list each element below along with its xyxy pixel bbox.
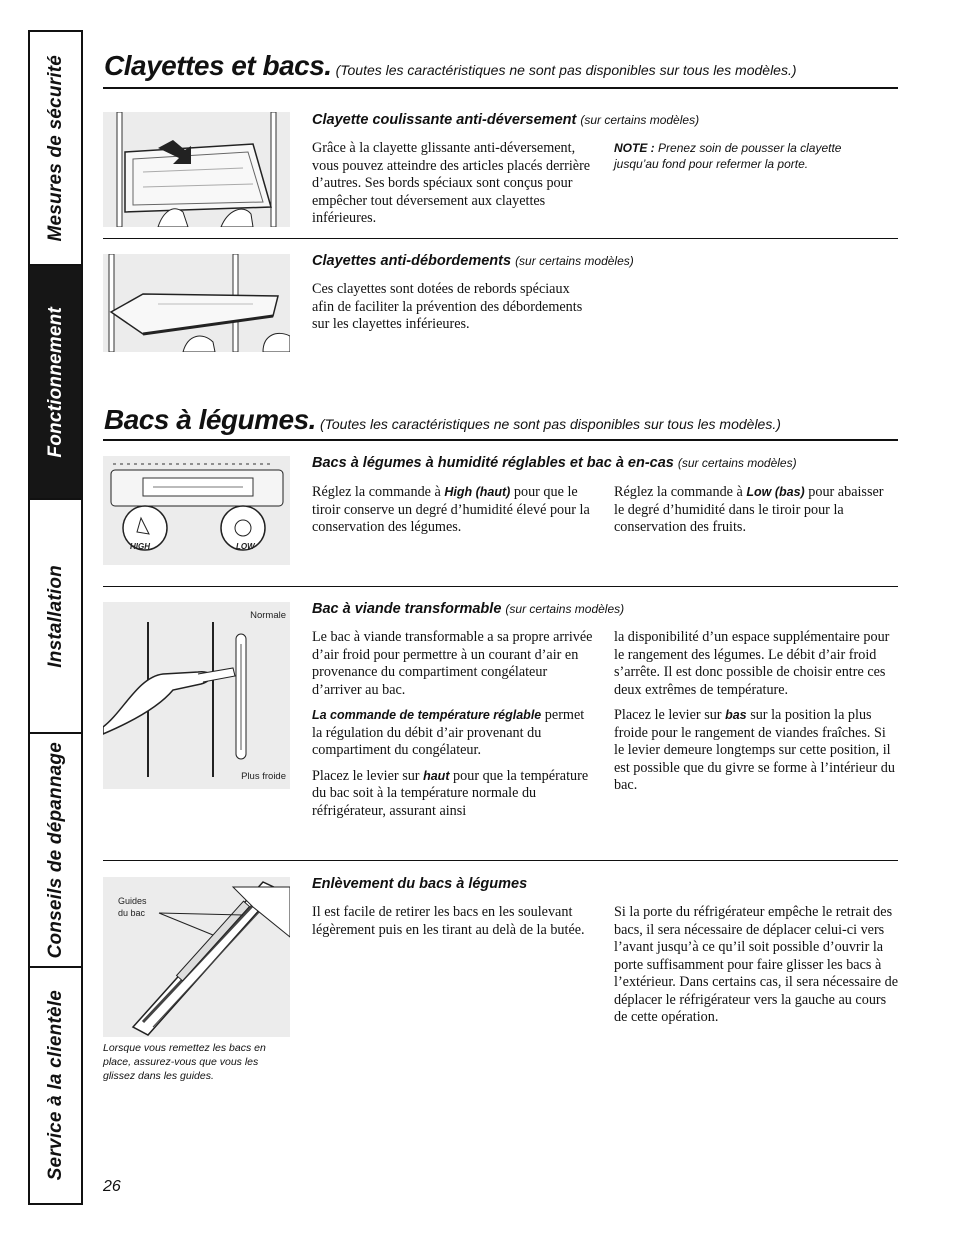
tab-label: Fonctionnement: [44, 306, 66, 458]
section-header-bacs: [104, 404, 781, 436]
guides-label: [118, 895, 147, 919]
section-title-note: (Toutes les caractéristiques ne sont pas disponibles sur tous les modèles.): [319, 416, 781, 432]
meat-pan-illustration: [103, 602, 290, 789]
sliding-shelf-drawing: [103, 112, 290, 227]
subheading-meat-pan: [312, 601, 624, 617]
guides-label-line1: Guides: [118, 896, 147, 906]
paragraph: [614, 707, 897, 795]
guides-label-line2: du bac: [118, 908, 146, 918]
spillproof-shelf-illustration: [103, 254, 290, 352]
paragraph: Le bac à viande transformable a sa propre arrivée d’air froid pour permettre à un courant d’air en provenance du compartiment congélateur d’arriver au bac.: [312, 629, 593, 698]
keyword-low: Low (bas): [746, 485, 805, 499]
keyword-bas: bas: [725, 708, 747, 722]
spillproof-text: Ces clayettes sont dotées de rebords spéciaux afin de faciliter la prévention des débordements sur les clayettes inférieures.: [312, 281, 583, 332]
subheading-text: Bac à viande transformable: [312, 601, 502, 617]
drawer-removal-text-left: Il est facile de retirer les bacs en les soulevant légèrement puis en les tirant au delà de la butée.: [312, 904, 585, 938]
tab-label: Installation: [44, 564, 66, 668]
section-title: Bacs à légumes.: [104, 404, 316, 435]
humidity-control-illustration: [103, 456, 290, 565]
section-title-note: (Toutes les caractéristiques ne sont pas disponibles sur tous les modèles.): [335, 62, 797, 78]
page-number: 26: [103, 1178, 121, 1195]
humidity-high-text: [312, 484, 597, 537]
keyword-high: High (haut): [444, 485, 511, 499]
paragraph: [312, 768, 597, 821]
subheading-drawer-removal: [312, 876, 527, 892]
divider: [103, 860, 898, 861]
subheading-note: (sur certains modèles): [580, 113, 700, 127]
subheading-text: Clayettes anti-débordements: [312, 253, 512, 269]
tab-service-a-la-clientele[interactable]: [28, 966, 83, 1205]
subheading-text: Enlèvement du bacs à légumes: [312, 876, 528, 892]
subheading-sliding-shelf: [312, 112, 699, 128]
text: pour que la température du bac soit à la température normale du réfrigérateur, assurant ainsi: [312, 767, 589, 819]
tab-label: Mesures de sécurité: [44, 54, 66, 242]
text: sur la position la plus froide pour le rangement de viandes fraîches. Si le levier demeure longtemps sur cette position, il est possible que du givre se forme à l’intérieur du bac.: [614, 707, 895, 793]
paragraph: [312, 707, 597, 760]
meat-pan-drawing: [103, 602, 290, 789]
subheading-text: Bacs à légumes à humidité réglables et bac à en-cas: [312, 455, 674, 471]
drawer-removal-text-right: Si la porte du réfrigérateur empêche le retrait des bacs, il sera nécessaire de déplacer celui-ci vers l’avant jusqu’à ce qu’il soit possible d’ouvrir la porte suffisamment pour faire glisser les bacs à l’extérieur. Dans certains cas, il sera nécessaire de déplacer le réfrigérateur vers la gauche au cours de cette opération.: [614, 904, 899, 1025]
normal-label: Normale: [250, 610, 286, 621]
tab-fonctionnement[interactable]: [28, 264, 83, 500]
text: permet la régulation du débit d’air provenant du compartiment du congélateur.: [312, 707, 585, 758]
tab-conseils-de-depannage[interactable]: [28, 732, 83, 968]
text: pour que le tiroir conserve un degré d’humidité élevé pour la conservation des légumes.: [312, 484, 590, 535]
subheading-note: (sur certains modèles): [515, 254, 634, 268]
side-tabs: [28, 30, 83, 1205]
sliding-shelf-text: Grâce à la clayette glissante anti-déversement, vous pouvez atteindre des articles placés derrière d’autres. Ses bords spéciaux sont conçus pour empêcher tout déversement aux clayettes inférieures.: [312, 140, 591, 226]
subheading-spillproof: [312, 253, 634, 269]
tab-label: Service à la clientèle: [44, 990, 66, 1181]
section-header-clayettes: [104, 50, 797, 82]
sliding-shelf-illustration: [103, 112, 290, 227]
drawer-guides-caption: Lorsque vous remettez les bacs en place, assurez-vous que vous les glissez dans les guides.: [103, 1042, 266, 1082]
keyword-temp-control: La commande de température réglable: [312, 708, 542, 722]
divider: [103, 439, 898, 441]
humidity-low-text: [614, 484, 894, 537]
divider: [103, 87, 898, 89]
tab-installation[interactable]: [28, 498, 83, 734]
note-text: Prenez soin de pousser la clayette jusqu’au fond pour refermer la porte.: [614, 141, 842, 171]
sliding-shelf-note: [614, 140, 884, 172]
keyword-haut: haut: [423, 768, 450, 783]
high-label: HIGH: [130, 542, 150, 551]
drawer-guides-illustration: [103, 877, 290, 1037]
tab-label: Conseils de dépannage: [44, 741, 66, 959]
section-title: Clayettes et bacs.: [104, 50, 332, 81]
paragraph: la disponibilité d’un espace supplémentaire pour le rangement des légumes. Le débit d’air froid s’arrête. Il est donc possible de choisir entre ces deux extrêmes de température.: [614, 629, 890, 698]
text: Réglez la commande à: [614, 484, 747, 500]
text: Réglez la commande à: [312, 484, 445, 500]
text: Placez le levier sur: [312, 767, 424, 784]
divider: [103, 586, 898, 587]
subheading-note: (sur certains modèles): [505, 602, 625, 616]
coldest-label: Plus froide: [241, 771, 286, 782]
subheading-note: (sur certains modèles): [677, 456, 797, 470]
note-label: NOTE :: [614, 141, 655, 155]
tab-mesures-de-securite[interactable]: [28, 30, 83, 266]
meat-pan-text-left: [312, 629, 597, 828]
spillproof-shelf-drawing: [103, 254, 290, 352]
subheading-humidity: [312, 455, 797, 471]
meat-pan-text-right: [614, 629, 897, 803]
low-label: LOW: [236, 542, 255, 551]
divider: [103, 238, 898, 239]
text: Placez le levier sur: [614, 707, 726, 723]
subheading-text: Clayette coulissante anti-déversement: [312, 112, 577, 128]
text: pour abaisser le degré d’humidité dans le tiroir pour la conservation des fruits.: [614, 484, 884, 535]
